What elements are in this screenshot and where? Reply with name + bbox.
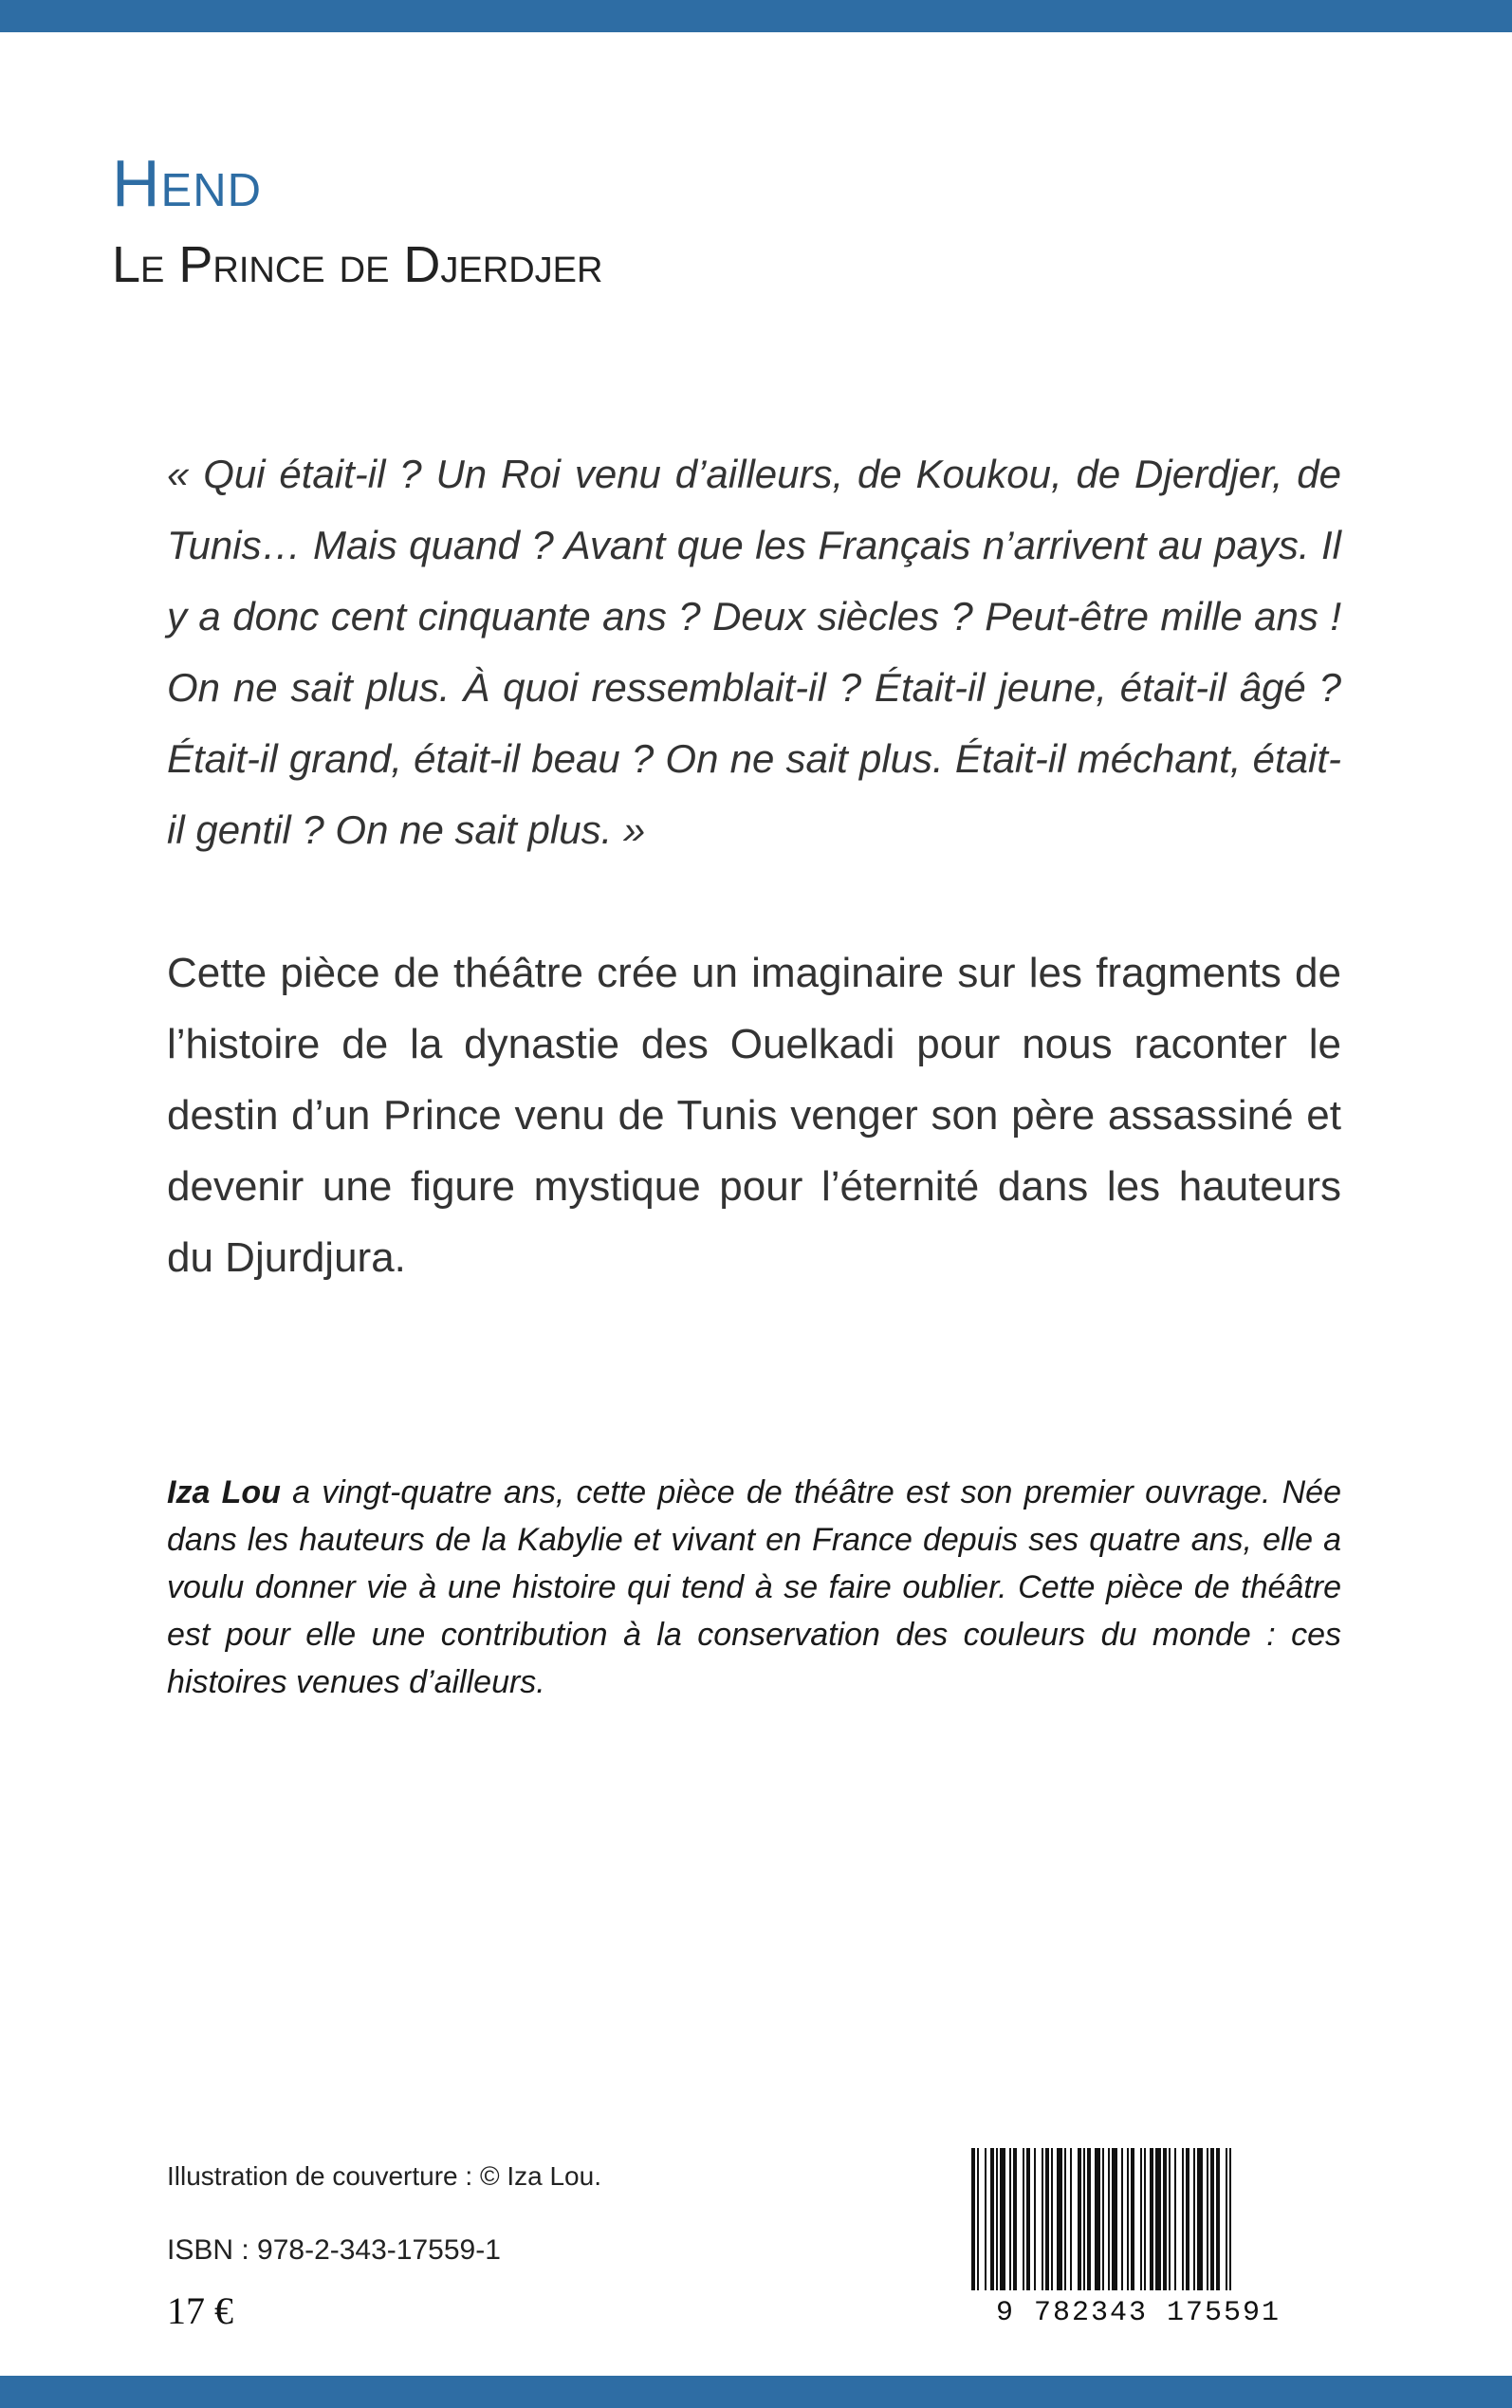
barcode-graphic [949,2146,1328,2326]
isbn-number: ISBN : 978-2-343-17559-1 [167,2234,501,2266]
barcode-bar [1163,2148,1167,2290]
barcode-bar [1182,2148,1184,2290]
barcode-bar [1102,2148,1104,2290]
barcode-bar [1070,2148,1072,2290]
barcode-bar [971,2148,975,2290]
barcode-bar [1087,2148,1091,2290]
barcode-bar [1057,2148,1062,2290]
barcode-bar [1216,2148,1220,2290]
barcode-bar [985,2148,986,2290]
barcode-bar [1207,2148,1208,2290]
author-bio [167,1469,1341,1706]
barcode-bar [1140,2148,1142,2290]
barcode-bar [977,2148,979,2290]
barcode-bar [1108,2148,1110,2290]
price: 17 € [167,2289,233,2332]
barcode-bar [1210,2148,1214,2290]
barcode-bar [1127,2148,1129,2290]
barcode-digits: 9 782343 175591 [995,2297,1282,2326]
bottom-accent-bar [0,2376,1512,2408]
barcode-bar [1226,2148,1227,2290]
barcode-bar [1095,2148,1100,2290]
book-subtitle: Le Prince de Djerdjer [112,236,603,293]
barcode-bar [996,2148,998,2290]
barcode-bar [1042,2148,1043,2290]
barcode-bar [1078,2148,1081,2290]
barcode-bar [1083,2148,1085,2290]
barcode-bar [1112,2148,1117,2290]
isbn-barcode [949,2146,1328,2326]
barcode-bar [1169,2148,1171,2290]
barcode-bar [1155,2148,1161,2290]
barcode-bar [1197,2148,1203,2290]
barcode-bar [1034,2148,1036,2290]
book-summary: Cette pièce de théâtre crée un imaginaire sur les fragments de l’histoire de la dynastie des Ouelkadi pour nous raconter le destin d’un Prince venu de Tunis venger son père assassiné et devenir une figure mystique pour l’éternité dans les hauteurs du Djurdjura. [167,950,1341,1281]
barcode-bar [1023,2148,1024,2290]
barcode-bar [1131,2148,1134,2290]
barcode-bar [1045,2148,1049,2290]
author-name: Iza Lou [167,1474,281,1510]
barcode-bar [1013,2148,1017,2290]
author-bio-text: a vingt-quatre ans, cette pièce de théâtre est son premier ouvrage. Née dans les hauteurs de la Kabylie et vivant en France depuis ses quatre ans, elle a voulu donner vie à une histoire qui tend à se faire oublier. Cette pièce de théâtre est pour elle une contribution à la conservation des couleurs du monde : ces histoires venues d’ailleurs. [167,1474,1341,1700]
barcode-bar [1174,2148,1176,2290]
barcode-bar [1009,2148,1011,2290]
top-accent-bar [0,0,1512,32]
back-cover-quote: « Qui était-il ? Un Roi venu d’ailleurs, de Koukou, de Djerdjer, de Tunis… Mais quand ? Avant que les Français n’arrivent au pays. Il y a donc cent cinquante ans ? Deux siècles ? Peut-être mille ans ! On ne sait plus. À quoi ressemblait-il ? Était-il jeune, était-il âgé ? Était-il grand, était-il beau ? On ne sait plus. Était-il méchant, était-il gentil ? On ne sait plus. » [167,452,1341,852]
barcode-bar [1144,2148,1146,2290]
barcode-bar [1229,2148,1231,2290]
cover-illustration-credit: Illustration de couverture : © Iza Lou. [167,2161,601,2191]
barcode-bar [1064,2148,1066,2290]
barcode-bar [1121,2148,1123,2290]
barcode-bar [1193,2148,1195,2290]
barcode-bar [1026,2148,1030,2290]
barcode-bar [1150,2148,1153,2290]
barcode-bar [990,2148,994,2290]
barcode-bar [1000,2148,1005,2290]
barcode-bar [1186,2148,1189,2290]
barcode-bar [1051,2148,1053,2290]
book-title: Hend [112,146,263,220]
